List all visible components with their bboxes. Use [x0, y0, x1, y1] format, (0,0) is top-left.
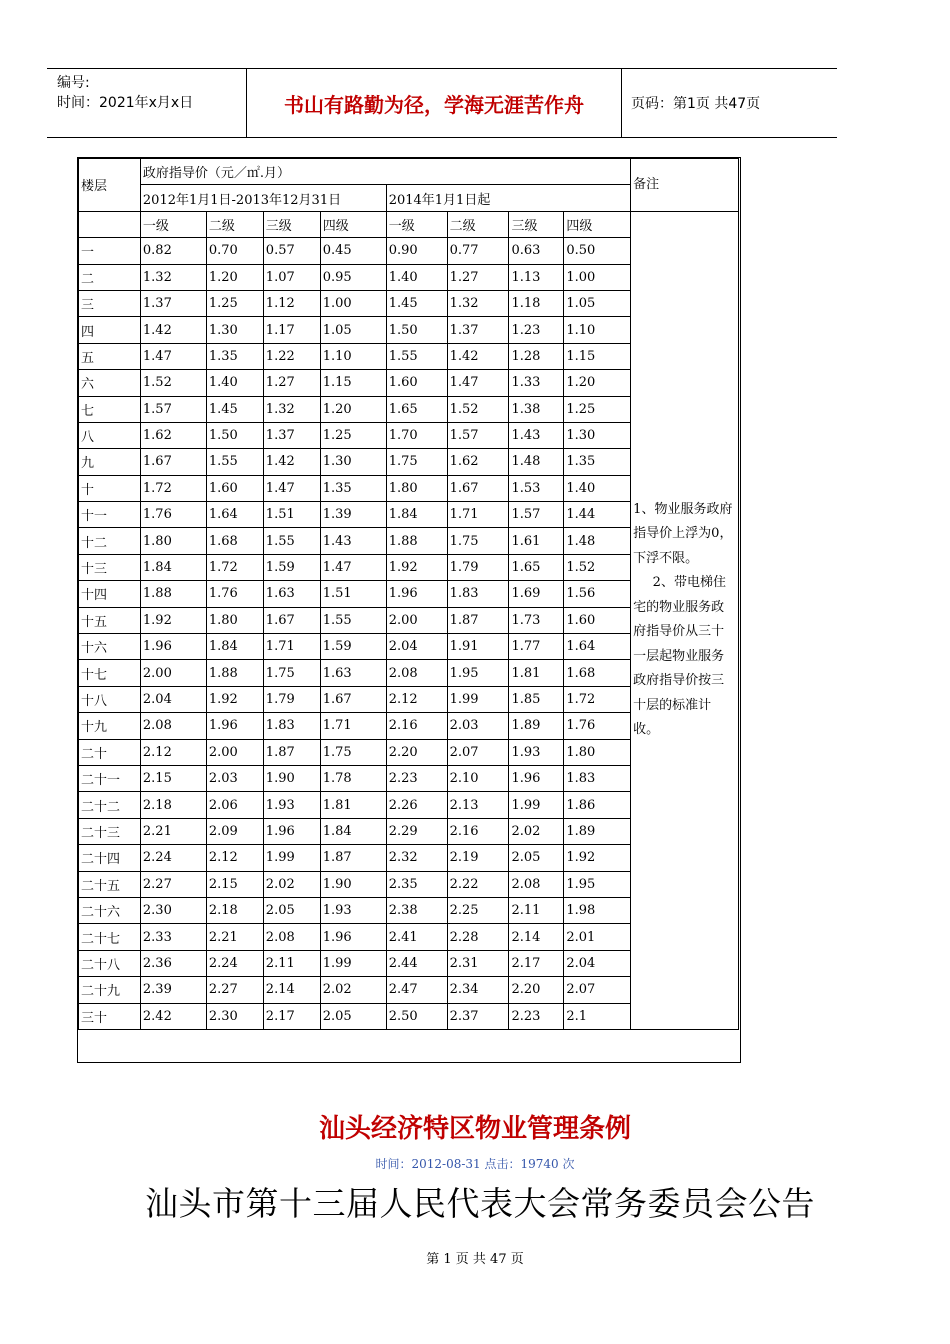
price-cell: 1.20 [564, 370, 631, 396]
price-cell: 1.47 [263, 475, 320, 501]
price-cell: 1.96 [386, 581, 447, 607]
price-cell: 1.39 [320, 502, 386, 528]
price-cell: 1.90 [320, 871, 386, 897]
level-header: 一级 [386, 211, 447, 237]
price-cell: 1.92 [206, 686, 263, 712]
price-cell: 1.80 [206, 607, 263, 633]
floor-cell: 二十二 [79, 792, 141, 818]
price-cell: 2.16 [386, 713, 447, 739]
price-cell: 1.92 [140, 607, 206, 633]
price-cell: 2.07 [564, 977, 631, 1003]
price-cell: 1.12 [263, 290, 320, 316]
price-cell: 1.96 [263, 818, 320, 844]
floor-cell: 十四 [79, 581, 141, 607]
price-cell: 1.93 [509, 739, 564, 765]
price-cell: 1.75 [263, 660, 320, 686]
price-cell: 1.37 [140, 290, 206, 316]
price-cell: 1.69 [509, 581, 564, 607]
floor-cell: 十九 [79, 713, 141, 739]
price-cell: 1.75 [447, 528, 509, 554]
price-cell: 1.48 [564, 528, 631, 554]
price-cell: 2.39 [140, 977, 206, 1003]
price-cell: 1.32 [140, 264, 206, 290]
price-cell: 2.13 [447, 792, 509, 818]
price-cell: 1.83 [447, 581, 509, 607]
price-cell: 2.05 [509, 845, 564, 871]
notes-cell [631, 211, 739, 1029]
price-cell: 2.08 [509, 871, 564, 897]
price-table-frame [77, 157, 741, 1063]
price-cell: 0.77 [447, 238, 509, 264]
price-cell: 1.38 [509, 396, 564, 422]
price-cell: 1.30 [320, 449, 386, 475]
price-cell: 2.05 [263, 897, 320, 923]
price-cell: 2.44 [386, 950, 447, 976]
price-cell: 0.63 [509, 238, 564, 264]
price-cell: 2.00 [386, 607, 447, 633]
price-cell: 1.91 [447, 634, 509, 660]
price-cell: 1.96 [320, 924, 386, 950]
price-cell: 2.11 [509, 897, 564, 923]
price-cell: 1.81 [320, 792, 386, 818]
note-header: 备注 [631, 159, 739, 212]
price-cell: 1.99 [509, 792, 564, 818]
price-cell: 2.22 [447, 871, 509, 897]
price-cell: 2.20 [509, 977, 564, 1003]
floor-cell: 二十九 [79, 977, 141, 1003]
price-cell: 1.80 [140, 528, 206, 554]
price-cell: 1.47 [447, 370, 509, 396]
price-cell: 2.00 [140, 660, 206, 686]
price-cell: 2.08 [263, 924, 320, 950]
price-header: 政府指导价（元／㎡.月） [140, 159, 630, 185]
announcement-heading: 汕头市第十三届人民代表大会常务委员会公告 [145, 1184, 815, 1223]
price-cell: 1.87 [447, 607, 509, 633]
price-cell: 1.47 [320, 554, 386, 580]
price-cell: 2.27 [140, 871, 206, 897]
price-cell: 0.45 [320, 238, 386, 264]
price-cell: 1.75 [320, 739, 386, 765]
price-cell: 1.51 [263, 502, 320, 528]
level-header: 三级 [509, 211, 564, 237]
price-cell: 2.01 [564, 924, 631, 950]
price-cell: 2.42 [140, 1003, 206, 1029]
price-cell: 1.98 [564, 897, 631, 923]
price-cell: 1.45 [386, 290, 447, 316]
header-motto: 书山有路勤为径，学海无涯苦作舟 [247, 69, 622, 137]
price-cell: 1.07 [263, 264, 320, 290]
price-cell: 1.55 [386, 343, 447, 369]
level-header: 三级 [263, 211, 320, 237]
date-label: 时间：2021年x月x日 [57, 95, 194, 111]
note-2: 2、带电梯住宅的物业服务政府指导价从三十一层起物业服务政府指导价按三十层的标准计收。 [633, 575, 726, 738]
price-cell: 2.15 [206, 871, 263, 897]
price-cell: 1.64 [206, 502, 263, 528]
floor-cell: 十七 [79, 660, 141, 686]
price-cell: 1.32 [447, 290, 509, 316]
price-cell: 1.57 [509, 502, 564, 528]
price-cell: 1.99 [447, 686, 509, 712]
price-cell: 1.32 [263, 396, 320, 422]
price-cell: 1.84 [206, 634, 263, 660]
price-cell: 1.59 [320, 634, 386, 660]
price-cell: 1.83 [263, 713, 320, 739]
floor-cell: 二 [79, 264, 141, 290]
page-footer: 第 1 页 共 47 页 [426, 1252, 524, 1267]
price-cell: 1.61 [509, 528, 564, 554]
price-cell: 1.84 [140, 554, 206, 580]
price-cell: 1.33 [509, 370, 564, 396]
price-cell: 1.20 [206, 264, 263, 290]
price-cell: 1.80 [386, 475, 447, 501]
price-cell: 2.29 [386, 818, 447, 844]
price-cell: 1.87 [263, 739, 320, 765]
header-page-info: 页码：第1页 共47页 [631, 96, 761, 112]
header-info [47, 69, 247, 137]
price-cell: 1.62 [447, 449, 509, 475]
price-cell: 2.12 [140, 739, 206, 765]
floor-cell: 二十七 [79, 924, 141, 950]
price-cell: 1.88 [386, 528, 447, 554]
price-cell: 0.70 [206, 238, 263, 264]
price-cell: 0.90 [386, 238, 447, 264]
price-cell: 1.20 [320, 396, 386, 422]
price-cell: 2.04 [564, 950, 631, 976]
price-cell: 1.50 [206, 422, 263, 448]
price-cell: 2.15 [140, 765, 206, 791]
price-cell: 1.60 [206, 475, 263, 501]
price-cell: 1.18 [509, 290, 564, 316]
price-cell: 1.84 [386, 502, 447, 528]
price-cell: 1.77 [509, 634, 564, 660]
price-cell: 2.23 [509, 1003, 564, 1029]
price-cell: 2.14 [509, 924, 564, 950]
price-cell: 2.50 [386, 1003, 447, 1029]
price-cell: 1.25 [320, 422, 386, 448]
level-header: 一级 [140, 211, 206, 237]
price-cell: 2.30 [206, 1003, 263, 1029]
price-cell: 2.18 [140, 792, 206, 818]
price-cell: 1.80 [564, 739, 631, 765]
price-cell: 1.42 [140, 317, 206, 343]
price-cell: 2.17 [509, 950, 564, 976]
price-cell: 1.50 [386, 317, 447, 343]
price-cell: 1.76 [140, 502, 206, 528]
price-cell: 1.43 [320, 528, 386, 554]
price-cell: 1.37 [263, 422, 320, 448]
price-cell: 1.47 [140, 343, 206, 369]
price-cell: 1.40 [564, 475, 631, 501]
price-cell: 2.28 [447, 924, 509, 950]
floor-cell: 二十八 [79, 950, 141, 976]
floor-blank [79, 211, 141, 237]
price-cell: 2.23 [386, 765, 447, 791]
level-header: 二级 [447, 211, 509, 237]
floor-cell: 二十五 [79, 871, 141, 897]
price-cell: 1.53 [509, 475, 564, 501]
price-cell: 1.00 [564, 264, 631, 290]
price-cell: 1.72 [564, 686, 631, 712]
floor-cell: 二十 [79, 739, 141, 765]
price-cell: 2.21 [206, 924, 263, 950]
floor-cell: 十二 [79, 528, 141, 554]
price-cell: 2.00 [206, 739, 263, 765]
level-header: 四级 [320, 211, 386, 237]
price-cell: 1.79 [263, 686, 320, 712]
price-cell: 1.67 [447, 475, 509, 501]
article-title: 汕头经济特区物业管理条例 [318, 1114, 631, 1144]
price-cell: 1.68 [564, 660, 631, 686]
price-cell: 2.34 [447, 977, 509, 1003]
price-cell: 0.95 [320, 264, 386, 290]
floor-cell: 四 [79, 317, 141, 343]
price-cell: 2.31 [447, 950, 509, 976]
price-cell: 1.05 [320, 317, 386, 343]
price-cell: 1.99 [263, 845, 320, 871]
price-cell: 1.28 [509, 343, 564, 369]
price-cell: 2.09 [206, 818, 263, 844]
price-cell: 1.79 [447, 554, 509, 580]
floor-cell: 九 [79, 449, 141, 475]
price-cell: 1.55 [320, 607, 386, 633]
price-cell: 1.17 [263, 317, 320, 343]
price-cell: 1.13 [509, 264, 564, 290]
level-header: 二级 [206, 211, 263, 237]
price-cell: 2.1 [564, 1003, 631, 1029]
price-cell: 1.51 [320, 581, 386, 607]
floor-cell: 二十六 [79, 897, 141, 923]
price-cell: 1.35 [206, 343, 263, 369]
price-cell: 1.40 [206, 370, 263, 396]
price-cell: 1.67 [320, 686, 386, 712]
price-cell: 1.30 [564, 422, 631, 448]
price-cell: 2.30 [140, 897, 206, 923]
price-cell: 1.56 [564, 581, 631, 607]
price-cell: 1.83 [564, 765, 631, 791]
floor-cell: 七 [79, 396, 141, 422]
price-cell: 1.86 [564, 792, 631, 818]
price-cell: 1.89 [509, 713, 564, 739]
price-cell: 1.63 [320, 660, 386, 686]
price-cell: 1.76 [564, 713, 631, 739]
price-cell: 1.55 [206, 449, 263, 475]
floor-cell: 五 [79, 343, 141, 369]
price-cell: 2.02 [263, 871, 320, 897]
price-cell: 2.37 [447, 1003, 509, 1029]
floor-cell: 十八 [79, 686, 141, 712]
price-cell: 1.52 [140, 370, 206, 396]
price-cell: 2.36 [140, 950, 206, 976]
floor-cell: 二十三 [79, 818, 141, 844]
price-cell: 1.71 [447, 502, 509, 528]
price-cell: 1.88 [206, 660, 263, 686]
price-cell: 1.40 [386, 264, 447, 290]
note-1: 1、物业服务政府指导价上浮为0，下浮不限。 [633, 501, 733, 566]
price-cell: 1.52 [564, 554, 631, 580]
price-cell: 1.95 [564, 871, 631, 897]
price-cell: 1.67 [140, 449, 206, 475]
floor-cell: 三 [79, 290, 141, 316]
price-cell: 1.42 [263, 449, 320, 475]
price-cell: 2.07 [447, 739, 509, 765]
price-cell: 0.50 [564, 238, 631, 264]
price-cell: 1.25 [564, 396, 631, 422]
price-cell: 1.52 [447, 396, 509, 422]
price-cell: 2.32 [386, 845, 447, 871]
price-cell: 2.24 [206, 950, 263, 976]
price-cell: 1.55 [263, 528, 320, 554]
price-cell: 2.38 [386, 897, 447, 923]
price-cell: 2.02 [509, 818, 564, 844]
price-cell: 1.78 [320, 765, 386, 791]
price-cell: 1.64 [564, 634, 631, 660]
price-cell: 1.76 [206, 581, 263, 607]
floor-cell: 十三 [79, 554, 141, 580]
price-cell: 1.30 [206, 317, 263, 343]
price-cell: 2.05 [320, 1003, 386, 1029]
price-cell: 2.47 [386, 977, 447, 1003]
floor-cell: 六 [79, 370, 141, 396]
price-cell: 2.04 [140, 686, 206, 712]
price-cell: 1.85 [509, 686, 564, 712]
period-2-header: 2014年1月1日起 [386, 185, 630, 211]
price-cell: 2.20 [386, 739, 447, 765]
price-cell: 1.75 [386, 449, 447, 475]
price-cell: 1.92 [386, 554, 447, 580]
price-cell: 1.89 [564, 818, 631, 844]
price-cell: 1.25 [206, 290, 263, 316]
price-cell: 1.35 [564, 449, 631, 475]
price-cell: 2.04 [386, 634, 447, 660]
price-cell: 1.48 [509, 449, 564, 475]
price-cell: 1.27 [263, 370, 320, 396]
price-cell: 2.35 [386, 871, 447, 897]
article-meta: 时间：2012-08-31 点击：19740 次 [375, 1157, 575, 1171]
price-cell: 2.21 [140, 818, 206, 844]
price-cell: 1.23 [509, 317, 564, 343]
price-cell: 1.65 [386, 396, 447, 422]
price-cell: 1.72 [140, 475, 206, 501]
price-cell: 2.12 [386, 686, 447, 712]
price-cell: 1.44 [564, 502, 631, 528]
price-cell: 1.15 [320, 370, 386, 396]
price-cell: 2.11 [263, 950, 320, 976]
price-cell: 1.42 [447, 343, 509, 369]
price-cell: 1.45 [206, 396, 263, 422]
page-header [47, 68, 837, 138]
price-cell: 1.70 [386, 422, 447, 448]
price-cell: 2.27 [206, 977, 263, 1003]
price-cell: 1.10 [320, 343, 386, 369]
price-cell: 1.73 [509, 607, 564, 633]
price-cell: 2.03 [206, 765, 263, 791]
price-cell: 1.10 [564, 317, 631, 343]
price-cell: 1.05 [564, 290, 631, 316]
price-cell: 2.17 [263, 1003, 320, 1029]
price-cell: 2.06 [206, 792, 263, 818]
price-cell: 2.16 [447, 818, 509, 844]
floor-cell: 十五 [79, 607, 141, 633]
price-cell: 1.00 [320, 290, 386, 316]
price-cell: 1.22 [263, 343, 320, 369]
floor-cell: 一 [79, 238, 141, 264]
price-cell: 1.59 [263, 554, 320, 580]
price-cell: 1.65 [509, 554, 564, 580]
price-cell: 1.15 [564, 343, 631, 369]
price-cell: 1.90 [263, 765, 320, 791]
floor-cell: 三十 [79, 1003, 141, 1029]
price-cell: 1.62 [140, 422, 206, 448]
price-cell: 0.82 [140, 238, 206, 264]
price-cell: 2.12 [206, 845, 263, 871]
price-cell: 1.81 [509, 660, 564, 686]
price-cell: 1.37 [447, 317, 509, 343]
price-cell: 1.68 [206, 528, 263, 554]
floor-cell: 二十一 [79, 765, 141, 791]
floor-cell: 八 [79, 422, 141, 448]
price-cell: 1.60 [564, 607, 631, 633]
price-cell: 1.67 [263, 607, 320, 633]
price-cell: 2.18 [206, 897, 263, 923]
price-cell: 2.03 [447, 713, 509, 739]
price-cell: 1.43 [509, 422, 564, 448]
price-cell: 1.88 [140, 581, 206, 607]
price-cell: 1.96 [140, 634, 206, 660]
price-cell: 2.10 [447, 765, 509, 791]
price-cell: 2.33 [140, 924, 206, 950]
price-table [78, 158, 739, 1030]
price-cell: 1.57 [447, 422, 509, 448]
price-cell: 0.57 [263, 238, 320, 264]
period-1-header: 2012年1月1日-2013年12月31日 [140, 185, 386, 211]
price-cell: 1.27 [447, 264, 509, 290]
price-cell: 1.35 [320, 475, 386, 501]
price-cell: 1.71 [320, 713, 386, 739]
price-cell: 1.60 [386, 370, 447, 396]
price-cell: 2.08 [386, 660, 447, 686]
price-cell: 2.41 [386, 924, 447, 950]
price-cell: 1.93 [320, 897, 386, 923]
price-cell: 1.95 [447, 660, 509, 686]
price-cell: 1.57 [140, 396, 206, 422]
price-cell: 2.14 [263, 977, 320, 1003]
price-cell: 1.72 [206, 554, 263, 580]
price-cell: 2.08 [140, 713, 206, 739]
price-cell: 2.02 [320, 977, 386, 1003]
price-cell: 1.96 [206, 713, 263, 739]
price-cell: 1.99 [320, 950, 386, 976]
floor-cell: 十 [79, 475, 141, 501]
floor-cell: 十六 [79, 634, 141, 660]
price-cell: 1.63 [263, 581, 320, 607]
price-cell: 1.93 [263, 792, 320, 818]
price-cell: 2.19 [447, 845, 509, 871]
price-cell: 1.92 [564, 845, 631, 871]
floor-cell: 二十四 [79, 845, 141, 871]
price-cell: 2.26 [386, 792, 447, 818]
code-label: 编号: [57, 75, 90, 91]
level-header: 四级 [564, 211, 631, 237]
floor-cell: 十一 [79, 502, 141, 528]
price-cell: 1.71 [263, 634, 320, 660]
price-cell: 1.87 [320, 845, 386, 871]
price-cell: 1.84 [320, 818, 386, 844]
price-cell: 1.96 [509, 765, 564, 791]
price-cell: 2.25 [447, 897, 509, 923]
price-cell: 2.24 [140, 845, 206, 871]
floor-header: 楼层 [79, 159, 141, 212]
